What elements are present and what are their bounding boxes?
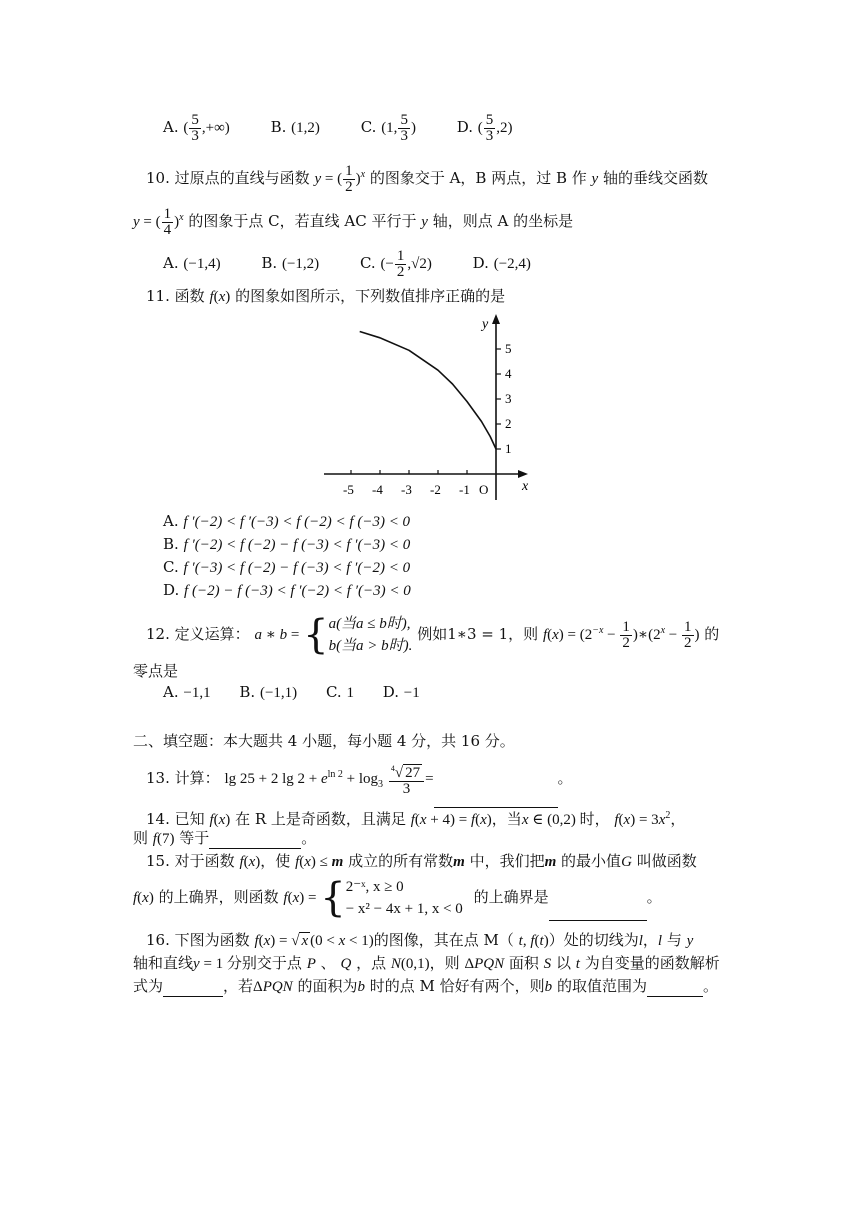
origin-label: O xyxy=(479,482,489,497)
y-axis-label: y xyxy=(482,317,489,332)
q10-option-b: B. (−1,2) xyxy=(261,254,320,272)
q10-line1: 10. 过原点的直线与函数 y = ( $\frac{1}{2}$ )$^x$ 的图象交于 A，B 两点，过 B 作 y 轴的垂线交函数 xyxy=(146,162,709,195)
q10-options xyxy=(163,248,567,280)
q9-option-b: B. (1,2) xyxy=(270,118,320,136)
x-axis-label: x xyxy=(522,479,529,494)
function-curve xyxy=(360,332,496,450)
q12-line1: 12. 定义运算： a ∗ b = {a(当a ≤ b时), b(当a > b时). 例如1∗3 = 1，则 $f(x) = (2^{-x}$ − $\frac{1}{2}$ )$∗(2^x$ − $\frac{1}{2}$ ) 的 xyxy=(146,612,720,658)
q12-option-d: D. −1 xyxy=(382,683,420,701)
q10-option-a: A. (−1,4) xyxy=(163,254,221,272)
y-tick-label: 4 xyxy=(505,366,512,381)
x-tick-label: -4 xyxy=(372,482,383,497)
q11-option-d: D. f (−2) − f (−3) < f ′(−2) < f ′(−3) < 0 xyxy=(163,581,411,599)
q14-line2: 则 f(7) 等于 。 xyxy=(133,829,317,847)
q12-options xyxy=(163,682,444,703)
q15-line1: 15. 对于函数 f(x)，使 f(x) ≤ m 成立的所有常数m 中，我们把m 的最小值G 叫做函数 xyxy=(146,852,697,870)
q12-option-b: B. (−1,1) xyxy=(239,683,298,701)
q10-option-d: D. (−2,4) xyxy=(472,254,531,272)
x-tick-label: -1 xyxy=(459,482,470,497)
q11-option-c: C. f ′(−3) < f (−2) − f (−3) < f ′(−2) < 0 xyxy=(163,558,411,576)
q16-line3: 式为 ，若ΔPQN 的面积为b 时的点 M 恰好有两个，则b 的取值范围为 。 xyxy=(133,977,718,995)
x-axis-arrow xyxy=(518,470,528,478)
q14-line1: 14. 已知 f(x) 在 R 上是奇函数，且满足 f(x + 4) = f(x)，当x ∈ (0,2) 时， $f(x) = 3x^2$， xyxy=(146,810,686,828)
y-tick-label: 3 xyxy=(505,391,512,406)
section2-heading: 二、填空题：本大题共 4 小题，每小题 4 分，共 16 分。 xyxy=(133,732,515,750)
q12-option-a: A. −1,1 xyxy=(163,683,211,701)
y-tick-label: 5 xyxy=(505,341,512,356)
q16-line1: 16. 下图为函数 f(x) = √ x (0 < x < 1)的图像，其在点 M（ t, f(t)）处的切线为l，l 与 y xyxy=(146,931,694,949)
y-tick-label: 1 xyxy=(505,441,512,456)
x-tick-label: -5 xyxy=(343,482,354,497)
q9-option-a: A. ( $\frac{5}{3}$ ,+∞) xyxy=(163,111,230,144)
q16-line2: 轴和直线y = 1 分别交于点 P 、 Q ，点 N(0,1)，则 ΔPQN 面积 S 以 t 为自变量的函数解析 xyxy=(133,954,720,972)
q9-option-c: C. (1, $\frac{5}{3}$ ) xyxy=(360,111,416,144)
q11-stem: 11. 函数 f(x) 的图象如图所示，下列数值排序正确的是 xyxy=(146,287,506,305)
q11-option-b: B. f ′(−2) < f (−2) − f (−3) < f ′(−3) < 0 xyxy=(163,535,411,553)
x-tick-label: -2 xyxy=(430,482,441,497)
q9-options xyxy=(163,112,549,144)
q10-option-c: C. (− $\frac{1}{2}$ ,√2) xyxy=(359,247,432,280)
q12-line2: 零点是 xyxy=(133,662,179,680)
q13: 13. 计算： lg 25 + 2 $\lg 2 + e^{ln 2} + \log_3$ $\frac{^4√ 27}{3}$ = 。 xyxy=(146,752,573,808)
q9-option-d: D. ( $\frac{5}{3}$ ,2) xyxy=(456,111,513,144)
q11-option-a: A. f ′(−2) < f ′(−3) < f (−2) < f (−3) < 0 xyxy=(163,512,411,530)
y-axis-arrow xyxy=(492,314,500,324)
x-tick-label: -3 xyxy=(401,482,412,497)
q11-graph xyxy=(320,312,540,502)
q15-line2: f(x) 的上确界，则函数 f(x) = {2⁻ˣ, x ≥ 0 − x² − 4x + 1, x < 0 的上确界是 。 xyxy=(133,875,662,921)
y-tick-label: 2 xyxy=(505,416,512,431)
q10-line2: y = ( $\frac{1}{4}$ )$^x$ 的图象于点 C，若直线 AC 平行于 y 轴，则点 A 的坐标是 xyxy=(133,205,574,238)
q12-option-c: C. 1 xyxy=(325,683,354,701)
